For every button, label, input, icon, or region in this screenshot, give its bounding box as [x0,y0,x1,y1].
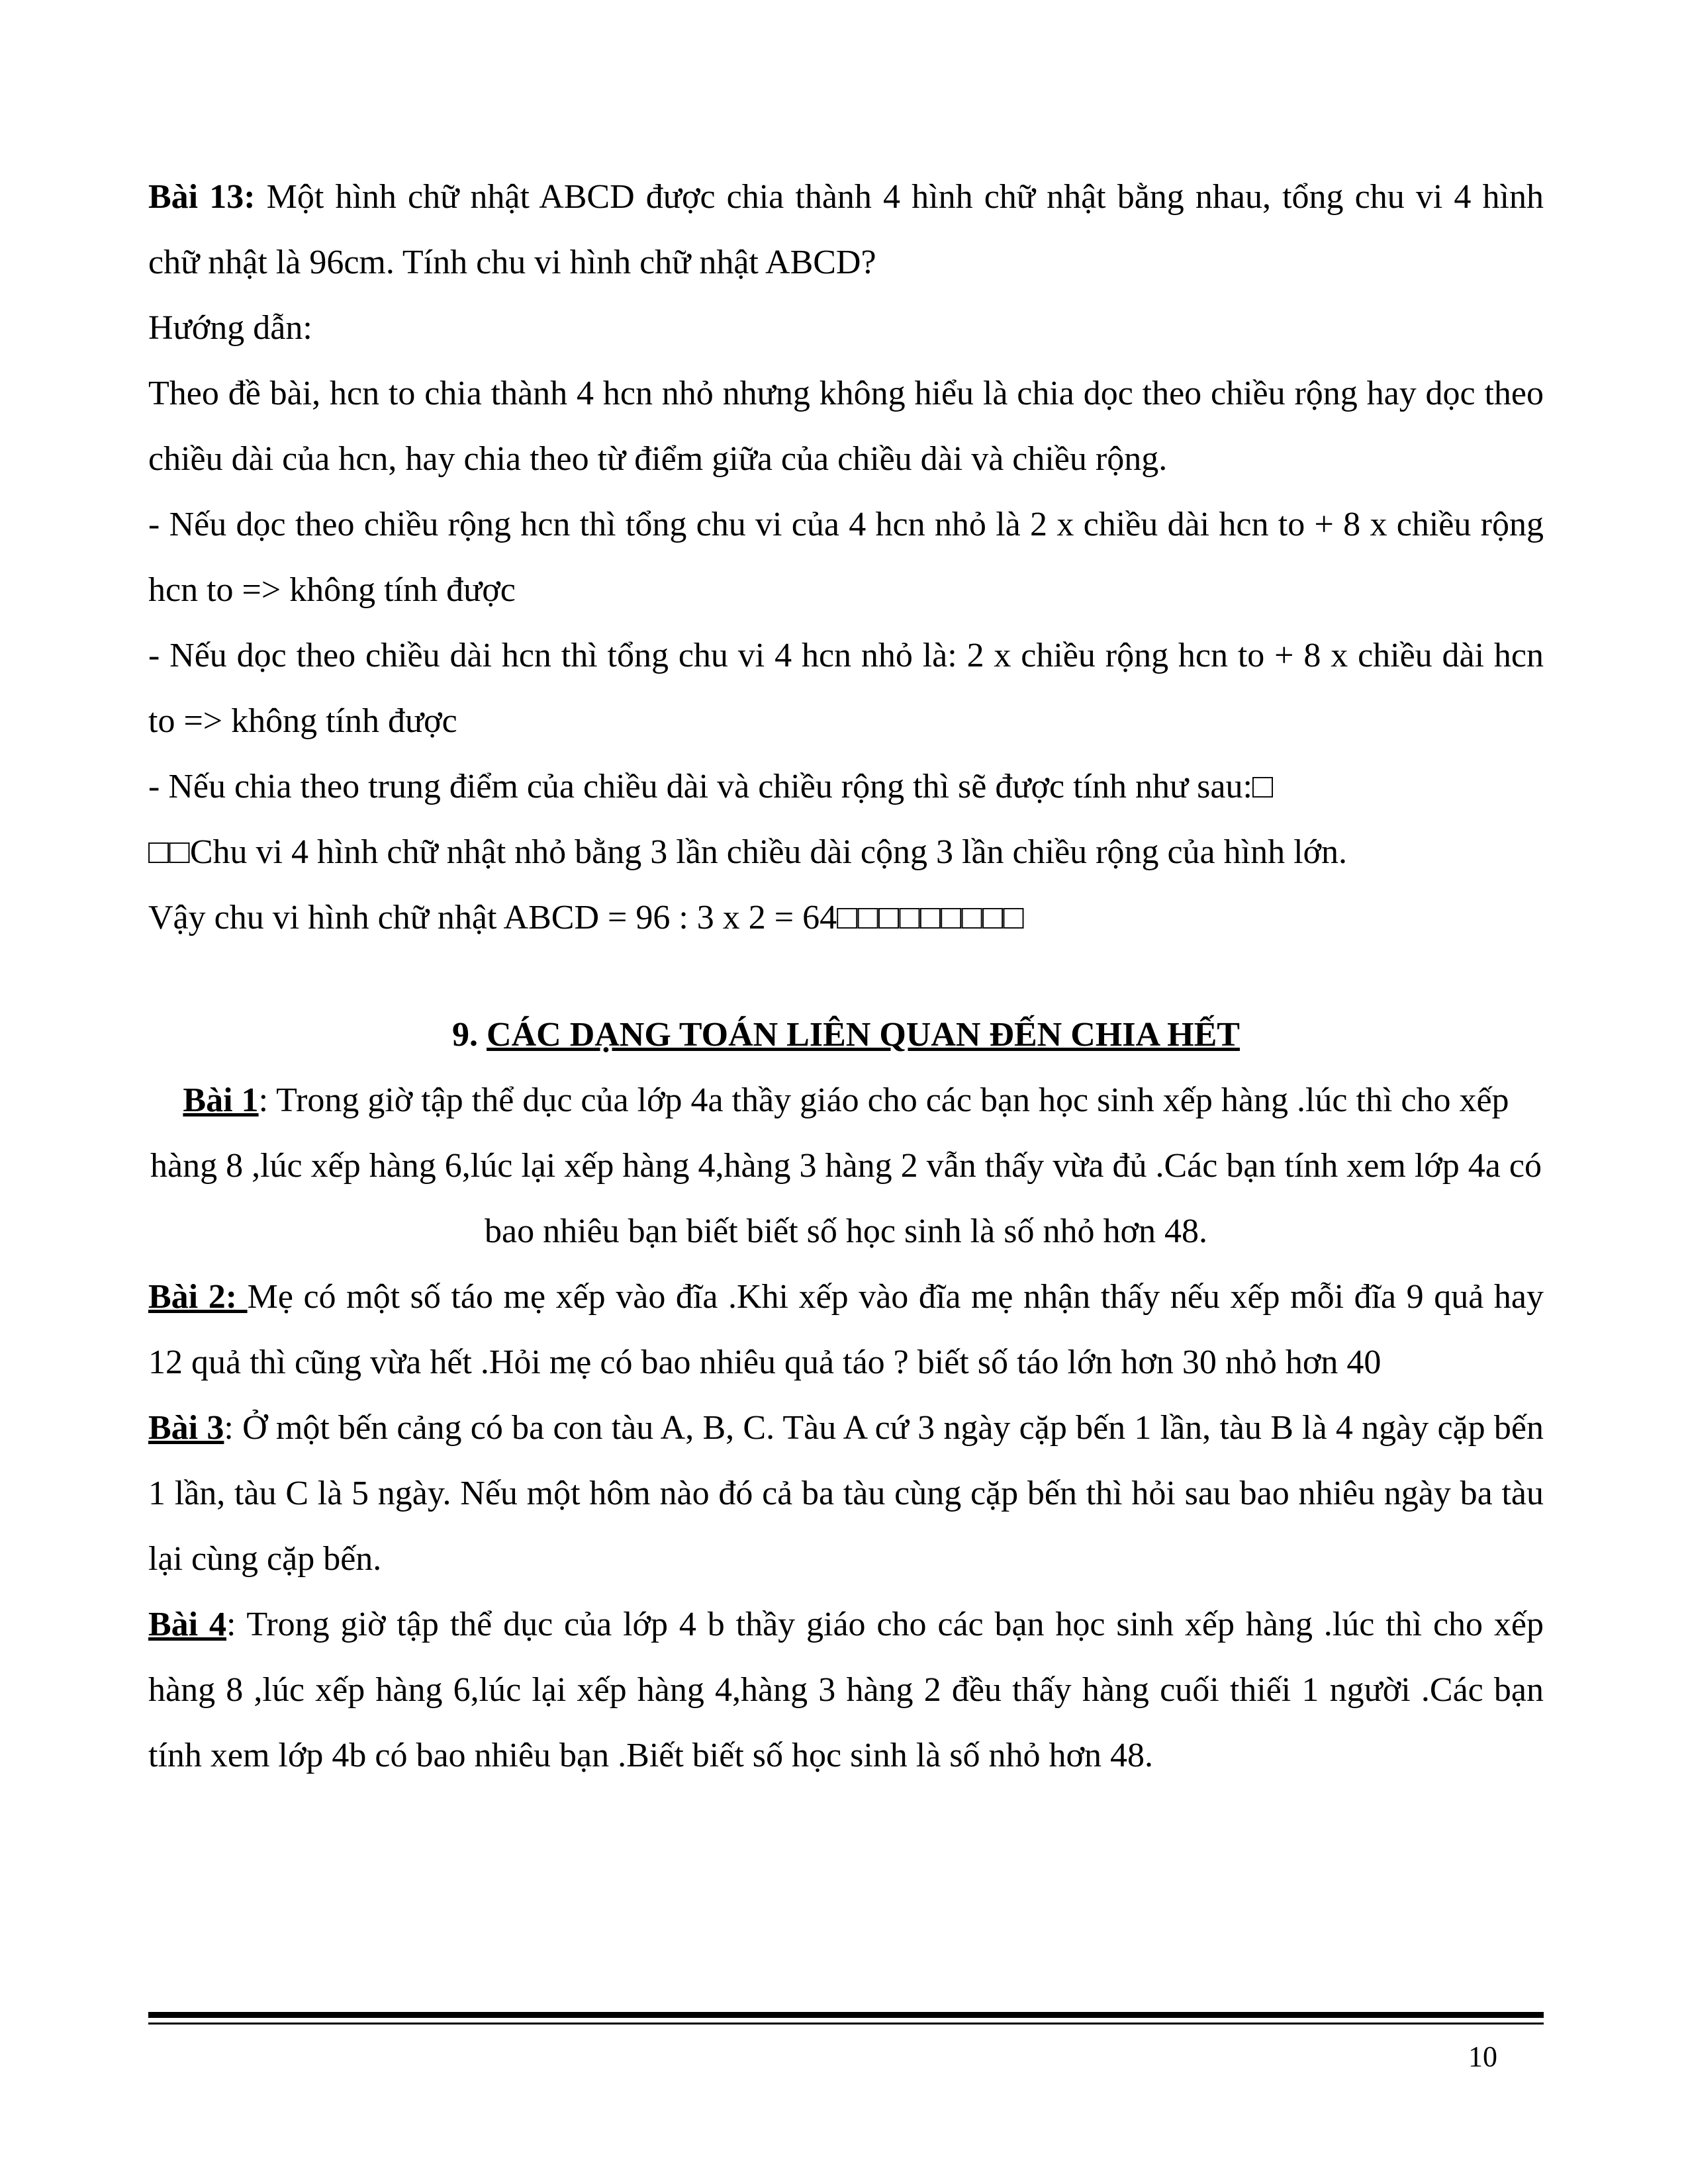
footer-divider-thick [148,2012,1544,2018]
bai13-question [148,164,1544,295]
guide-line-2: - Nếu dọc theo chiều rộng hcn thì tổng chu vi của 4 hcn nhỏ là 2 x chiều dài hcn to + 8 x chiều rộng hcn to => không tính được [148,506,1544,609]
guide-line-4: - Nếu chia theo trung điểm của chiều dài và chiều rộng thì sẽ được tính như sau:□ [148,768,1274,805]
problem-4-text: : Trong giờ tập thể dục của lớp 4 b thầy giáo cho các bạn học sinh xếp hàng .lúc thì cho xếp hàng 8 ,lúc xếp hàng 6,lúc lại xếp hàng 4,hàng 3 hàng 2 đều thấy hàng cuối thiếi 1 người .Các bạn tính xem lớp 4b có bao nhiêu bạn .Biết biết số học sinh là số nhỏ hơn 48. [148,1606,1544,1774]
problem-1-text: : Trong giờ tập thể dục của lớp 4a thầy giáo cho các bạn học sinh xếp hàng .lúc thì cho xếp hàng 8 ,lúc xếp hàng 6,lúc lại xếp hàng 4,hàng 3 hàng 2 vẫn thấy vừa đủ .Các bạn tính xem lớp 4a có bao nhiêu bạn biết biết số học sinh là số nhỏ hơn 48. [150,1081,1542,1250]
problem-2-label: Bài 2: [148,1278,248,1316]
guide-label: Hướng dẫn: [148,309,312,347]
guide-line-5: □□Chu vi 4 hình chữ nhật nhỏ bằng 3 lần chiều dài cộng 3 lần chiều rộng của hình lớn. [148,833,1348,871]
footer-divider-thin [148,2023,1544,2025]
problem-2-text: Mẹ có một số táo mẹ xếp vào đĩa .Khi xếp vào đĩa mẹ nhận thấy nếu xếp mỗi đĩa 9 quả hay 12 quả thì cũng vừa hết .Hỏi mẹ có bao nhiêu quả táo ? biết số táo lớn hơn 30 nhỏ hơn 40 [148,1278,1544,1381]
problem-2 [148,1264,1544,1395]
section-number: 9. [452,1016,487,1054]
guide-line-1: Theo đề bài, hcn to chia thành 4 hcn nhỏ nhưng không hiểu là chia dọc theo chiều rộng hay dọc theo chiều dài của hcn, hay chia theo từ điểm giữa của chiều dài và chiều rộng. [148,375,1544,478]
problem-4 [148,1592,1544,1788]
section-heading [148,1002,1544,1068]
problem-1-label: Bài 1 [183,1081,259,1119]
problem-1 [148,1068,1544,1264]
section-title: CÁC DẠNG TOÁN LIÊN QUAN ĐẾN CHIA HẾT [487,1016,1240,1054]
problem-4-label: Bài 4 [148,1606,226,1643]
guide-line-3: - Nếu dọc theo chiều dài hcn thì tổng chu vi 4 hcn nhỏ là: 2 x chiều rộng hcn to + 8 x chiều dài hcn to => không tính được [148,637,1544,740]
problem-3-text: : Ở một bến cảng có ba con tàu A, B, C. Tàu A cứ 3 ngày cặp bến 1 lần, tàu B là 4 ngày cặp bến 1 lần, tàu C là 5 ngày. Nếu một hôm nào đó cả ba tàu cùng cặp bến thì hỏi sau bao nhiêu ngày ba tàu lại cùng cặp bến. [148,1409,1544,1578]
guide-line-6: Vậy chu vi hình chữ nhật ABCD = 96 : 3 x 2 = 64□□□□□□□□□ [148,899,1024,936]
document-body [148,164,1544,1788]
bai13-label: Bài 13: [148,178,256,216]
page-number: 10 [1468,2040,1497,2073]
problem-3-label: Bài 3 [148,1409,224,1447]
bai13-question-text: Một hình chữ nhật ABCD được chia thành 4 hình chữ nhật bằng nhau, tổng chu vi 4 hình chữ nhật là 96cm. Tính chu vi hình chữ nhật ABCD? [148,178,1544,281]
problem-3 [148,1395,1544,1592]
